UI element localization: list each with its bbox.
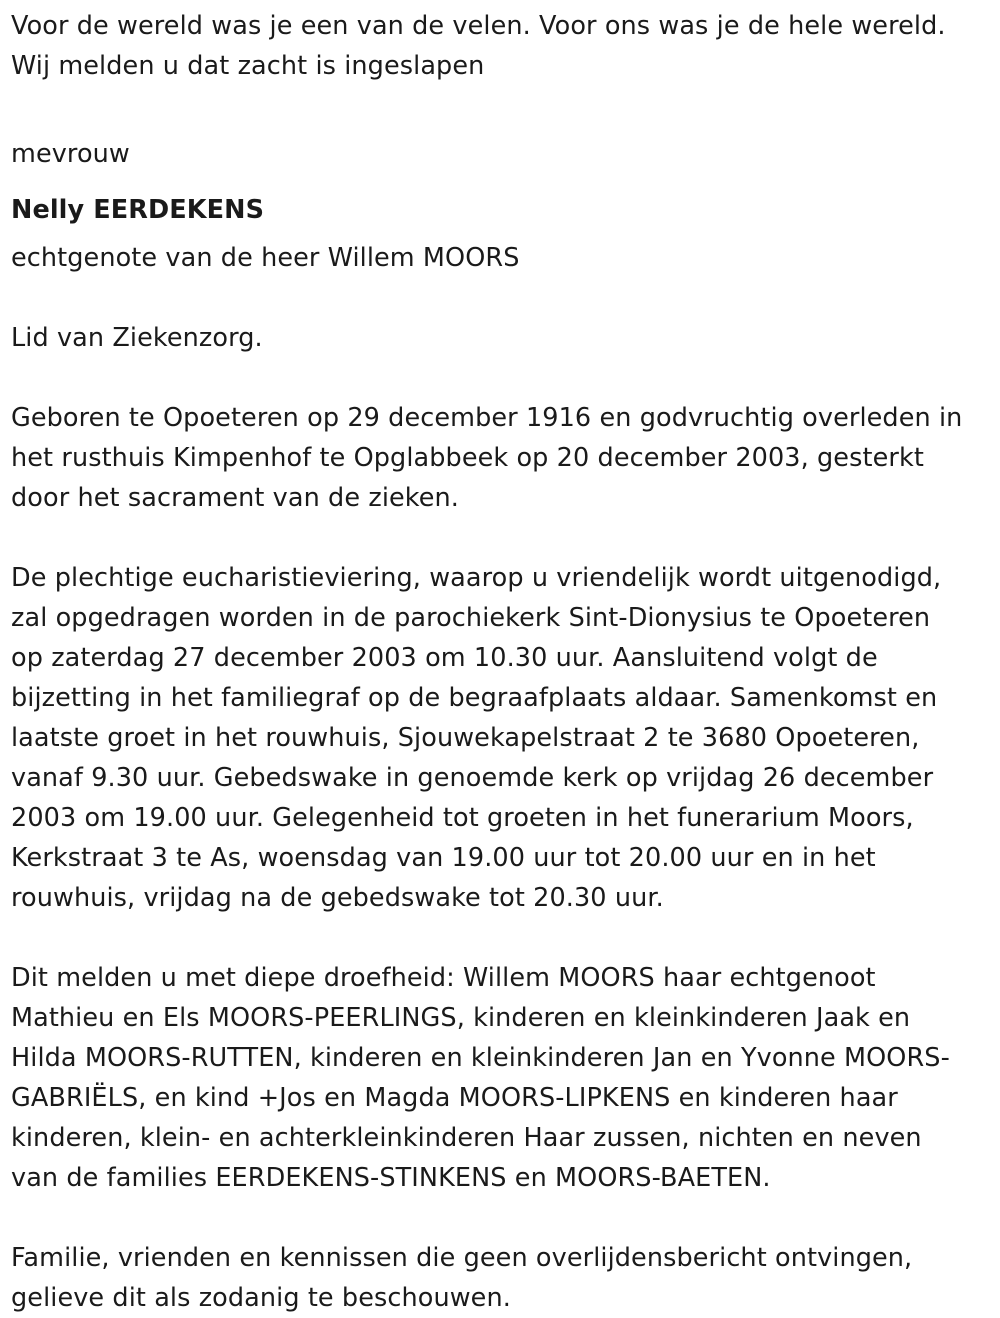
spacer <box>11 518 993 558</box>
paragraph-line: bijzetting in het familiegraf op de begraafplaats aldaar. Samenkomst en <box>11 683 938 713</box>
paragraph-line: Kerkstraat 3 te As, woensdag van 19.00 uur tot 20.00 uur en in het <box>11 843 876 873</box>
paragraph-line: Geboren te Opoeteren op 29 december 1916 en godvruchtig overleden in <box>11 403 963 433</box>
spacer <box>11 358 993 398</box>
family-paragraph <box>11 958 993 1198</box>
paragraph-line: De plechtige eucharistieviering, waarop u vriendelijk wordt uitgenodigd, <box>11 563 942 593</box>
paragraph-line: kinderen, klein- en achterkleinkinderen Haar zussen, nichten en neven <box>11 1123 922 1153</box>
paragraph-line: vanaf 9.30 uur. Gebedswake in genoemde kerk op vrijdag 26 december <box>11 763 934 793</box>
paragraph-line: GABRIËLS, en kind +Jos en Magda MOORS-LIPKENS en kinderen haar <box>11 1083 898 1113</box>
spouse-line: echtgenote van de heer Willem MOORS <box>11 243 520 273</box>
salutation: mevrouw <box>11 139 130 169</box>
paragraph-line: het rusthuis Kimpenhof te Opglabbeek op 20 december 2003, gesterkt <box>11 443 924 473</box>
paragraph-line: 2003 om 19.00 uur. Gelegenheid tot groeten in het funerarium Moors, <box>11 803 914 833</box>
paragraph-line: Hilda MOORS-RUTTEN, kinderen en kleinkinderen Jan en Yvonne MOORS- <box>11 1043 950 1073</box>
paragraph-line: Familie, vrienden en kennissen die geen overlijdensbericht ontvingen, <box>11 1243 913 1273</box>
deceased-name: Nelly EERDEKENS <box>11 195 265 225</box>
spacer <box>11 1198 993 1238</box>
membership-line: Lid van Ziekenzorg. <box>11 323 263 353</box>
spacer <box>11 86 993 126</box>
intro-line-1: Voor de wereld was je een van de velen. Voor ons was je de hele wereld. <box>11 11 946 41</box>
obituary-notice <box>11 6 993 1318</box>
intro-line-2: Wij melden u dat zacht is ingeslapen <box>11 51 485 81</box>
paragraph-line: zal opgedragen worden in de parochiekerk Sint-Dionysius te Opoeteren <box>11 603 931 633</box>
birth-death-paragraph <box>11 398 993 518</box>
paragraph-line: rouwhuis, vrijdag na de gebedswake tot 20.30 uur. <box>11 883 664 913</box>
paragraph-line: op zaterdag 27 december 2003 om 10.30 uur. Aansluitend volgt de <box>11 643 878 673</box>
spacer <box>11 278 993 318</box>
paragraph-line: door het sacrament van de zieken. <box>11 483 460 513</box>
paragraph-line: van de families EERDEKENS-STINKENS en MOORS-BAETEN. <box>11 1163 771 1193</box>
closing-paragraph <box>11 1238 993 1318</box>
paragraph-line: Dit melden u met diepe droefheid: Willem MOORS haar echtgenoot <box>11 963 876 993</box>
paragraph-line: laatste groet in het rouwhuis, Sjouwekapelstraat 2 te 3680 Opoeteren, <box>11 723 920 753</box>
paragraph-line: Mathieu en Els MOORS-PEERLINGS, kinderen en kleinkinderen Jaak en <box>11 1003 911 1033</box>
ceremony-paragraph <box>11 558 993 918</box>
spacer <box>11 918 993 958</box>
paragraph-line: gelieve dit als zodanig te beschouwen. <box>11 1283 511 1313</box>
